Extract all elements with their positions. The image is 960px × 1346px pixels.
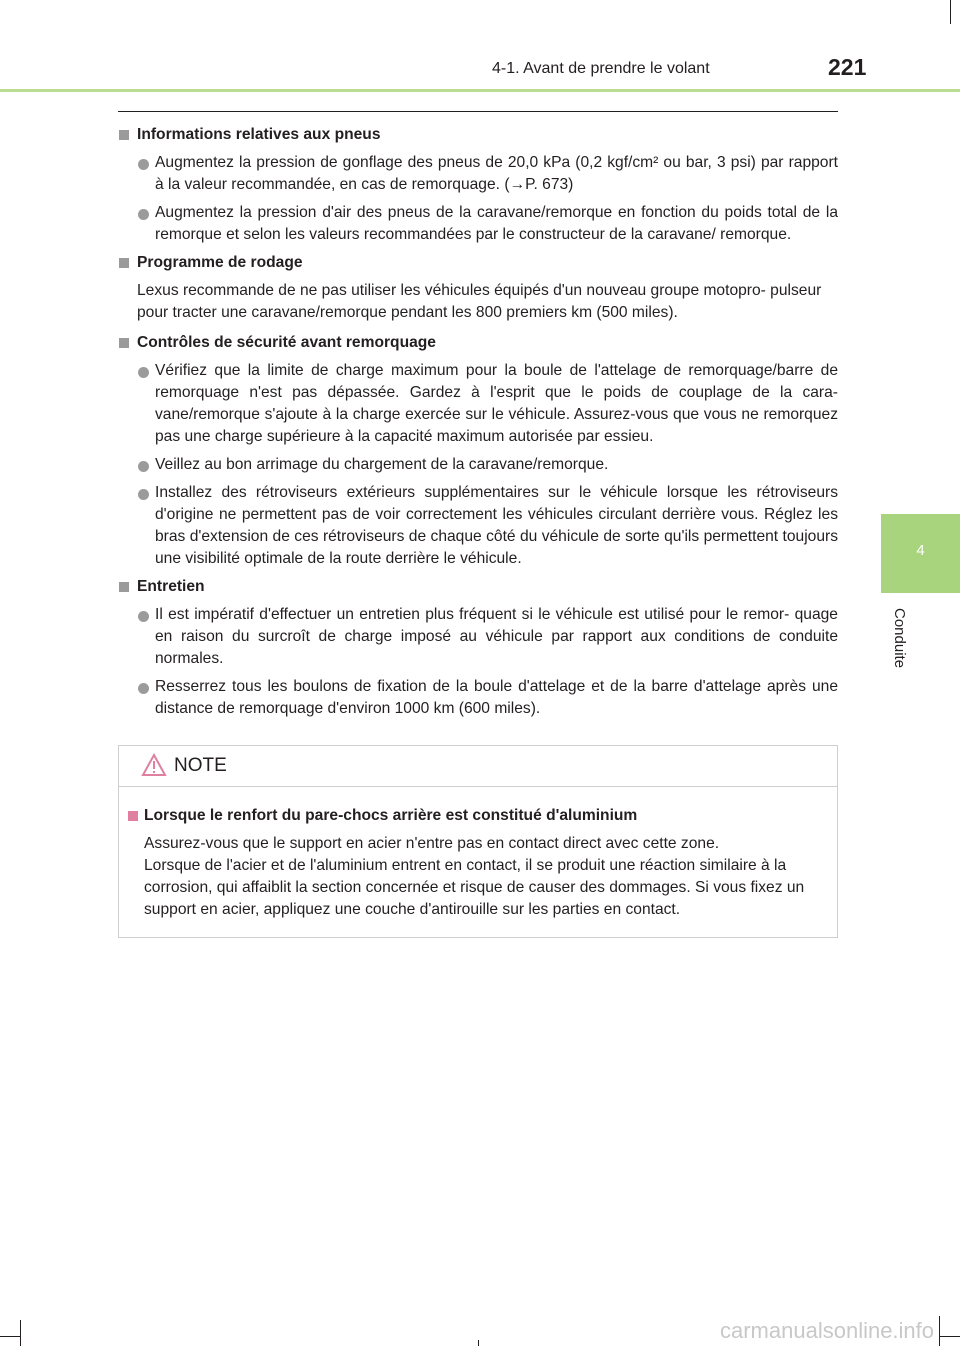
round-bullet-icon bbox=[138, 159, 149, 170]
crop-mark bbox=[939, 1316, 940, 1346]
note-header bbox=[119, 746, 837, 787]
warning-triangle-icon bbox=[141, 753, 167, 777]
crop-mark bbox=[20, 1320, 21, 1346]
crop-mark bbox=[950, 0, 951, 24]
list-item: Vérifiez que la limite de charge maximum pour la boule de l'attelage de remorquage/barre de remorquage n'est pas dépassée. Gardez à l'esprit que le poids de couplage de la cara- vane/remorque s'ajoute à la charge exercée sur le véhicule. Assurez-vous que vous ne remorquez pas une charge supérieure à la capacité maximum autorisée par essieu. bbox=[118, 360, 838, 448]
section-heading: Programme de rodage bbox=[118, 252, 838, 274]
chapter-number: 4 bbox=[916, 542, 925, 559]
round-bullet-icon bbox=[138, 461, 149, 472]
note-box bbox=[118, 745, 838, 938]
round-bullet-icon bbox=[138, 209, 149, 220]
round-bullet-icon bbox=[138, 683, 149, 694]
note-heading: Lorsque le renfort du pare-chocs arrière est constitué d'aluminium bbox=[127, 805, 825, 827]
round-bullet-icon bbox=[138, 611, 149, 622]
square-bullet-icon bbox=[128, 811, 138, 821]
square-bullet-icon bbox=[119, 582, 129, 592]
list-item: Augmentez la pression de gonflage des pneus de 20,0 kPa (0,2 kgf/cm² ou bar, 3 psi) par rapport à la valeur recommandée, en cas de remorquage. (→P. 673) bbox=[118, 152, 838, 196]
content-rule bbox=[118, 111, 838, 112]
chapter-label: Conduite bbox=[891, 608, 908, 669]
page-number: 221 bbox=[828, 54, 867, 80]
list-item: Resserrez tous les boulons de fixation de la boule d'attelage et de la barre d'attelage après une distance de remorquage d'environ 1000 km (600 miles). bbox=[118, 676, 838, 720]
list-item: Il est impératif d'effectuer un entretien plus fréquent si le véhicule est utilisé pour le remor- quage en raison du surcroît de charge imposé au véhicule par rapport aux conditions de conduite normales. bbox=[118, 604, 838, 670]
note-body bbox=[119, 787, 837, 921]
list-item: Veillez au bon arrimage du chargement de la caravane/remorque. bbox=[118, 454, 838, 476]
round-bullet-icon bbox=[138, 367, 149, 378]
crop-mark bbox=[478, 1340, 479, 1346]
square-bullet-icon bbox=[119, 258, 129, 268]
square-bullet-icon bbox=[119, 130, 129, 140]
round-bullet-icon bbox=[138, 489, 149, 500]
header-section-title: 4-1. Avant de prendre le volant bbox=[492, 60, 710, 77]
list-item: Installez des rétroviseurs extérieurs supplémentaires sur le véhicule lorsque les rétroviseurs d'origine ne permettent pas de voir correctement les véhicules circulant derrière vous. Réglez les bras d'extension de ces rétroviseurs de chaque côté du véhicule de sorte qu'ils permettent toujours une visibilité optimale de la route derrière le véhicule. bbox=[118, 482, 838, 570]
note-paragraph: Lorsque de l'acier et de l'aluminium entrent en contact, il se produit une réaction similaire à la corrosion, qui affaiblit la section concernée et risque de causer des dommages. Si vous fixez un support en acier, appliquez une couche d'antirouille sur les parties en contact. bbox=[144, 857, 805, 918]
main-content bbox=[118, 124, 838, 726]
watermark-text: carmanualsonline.info bbox=[720, 1318, 935, 1343]
paragraph: Lexus recommande de ne pas utiliser les véhicules équipés d'un nouveau groupe motopro- pulseur pour tracter une caravane/remorque pendant les 800 premiers km (500 miles). bbox=[137, 282, 822, 321]
section-heading: Entretien bbox=[118, 576, 838, 598]
crop-mark bbox=[940, 1336, 960, 1337]
note-paragraph: Assurez-vous que le support en acier n'entre pas en contact direct avec cette zone. bbox=[144, 835, 720, 852]
note-title: NOTE bbox=[174, 755, 227, 776]
square-bullet-icon bbox=[119, 338, 129, 348]
section-heading: Informations relatives aux pneus bbox=[118, 124, 838, 146]
list-item: Augmentez la pression d'air des pneus de la caravane/remorque en fonction du poids total de la remorque et selon les valeurs recommandées par le constructeur de la caravane/ remorque. bbox=[118, 202, 838, 246]
header-rule bbox=[0, 89, 960, 92]
section-heading: Contrôles de sécurité avant remorquage bbox=[118, 332, 838, 354]
crop-mark bbox=[0, 1336, 20, 1337]
